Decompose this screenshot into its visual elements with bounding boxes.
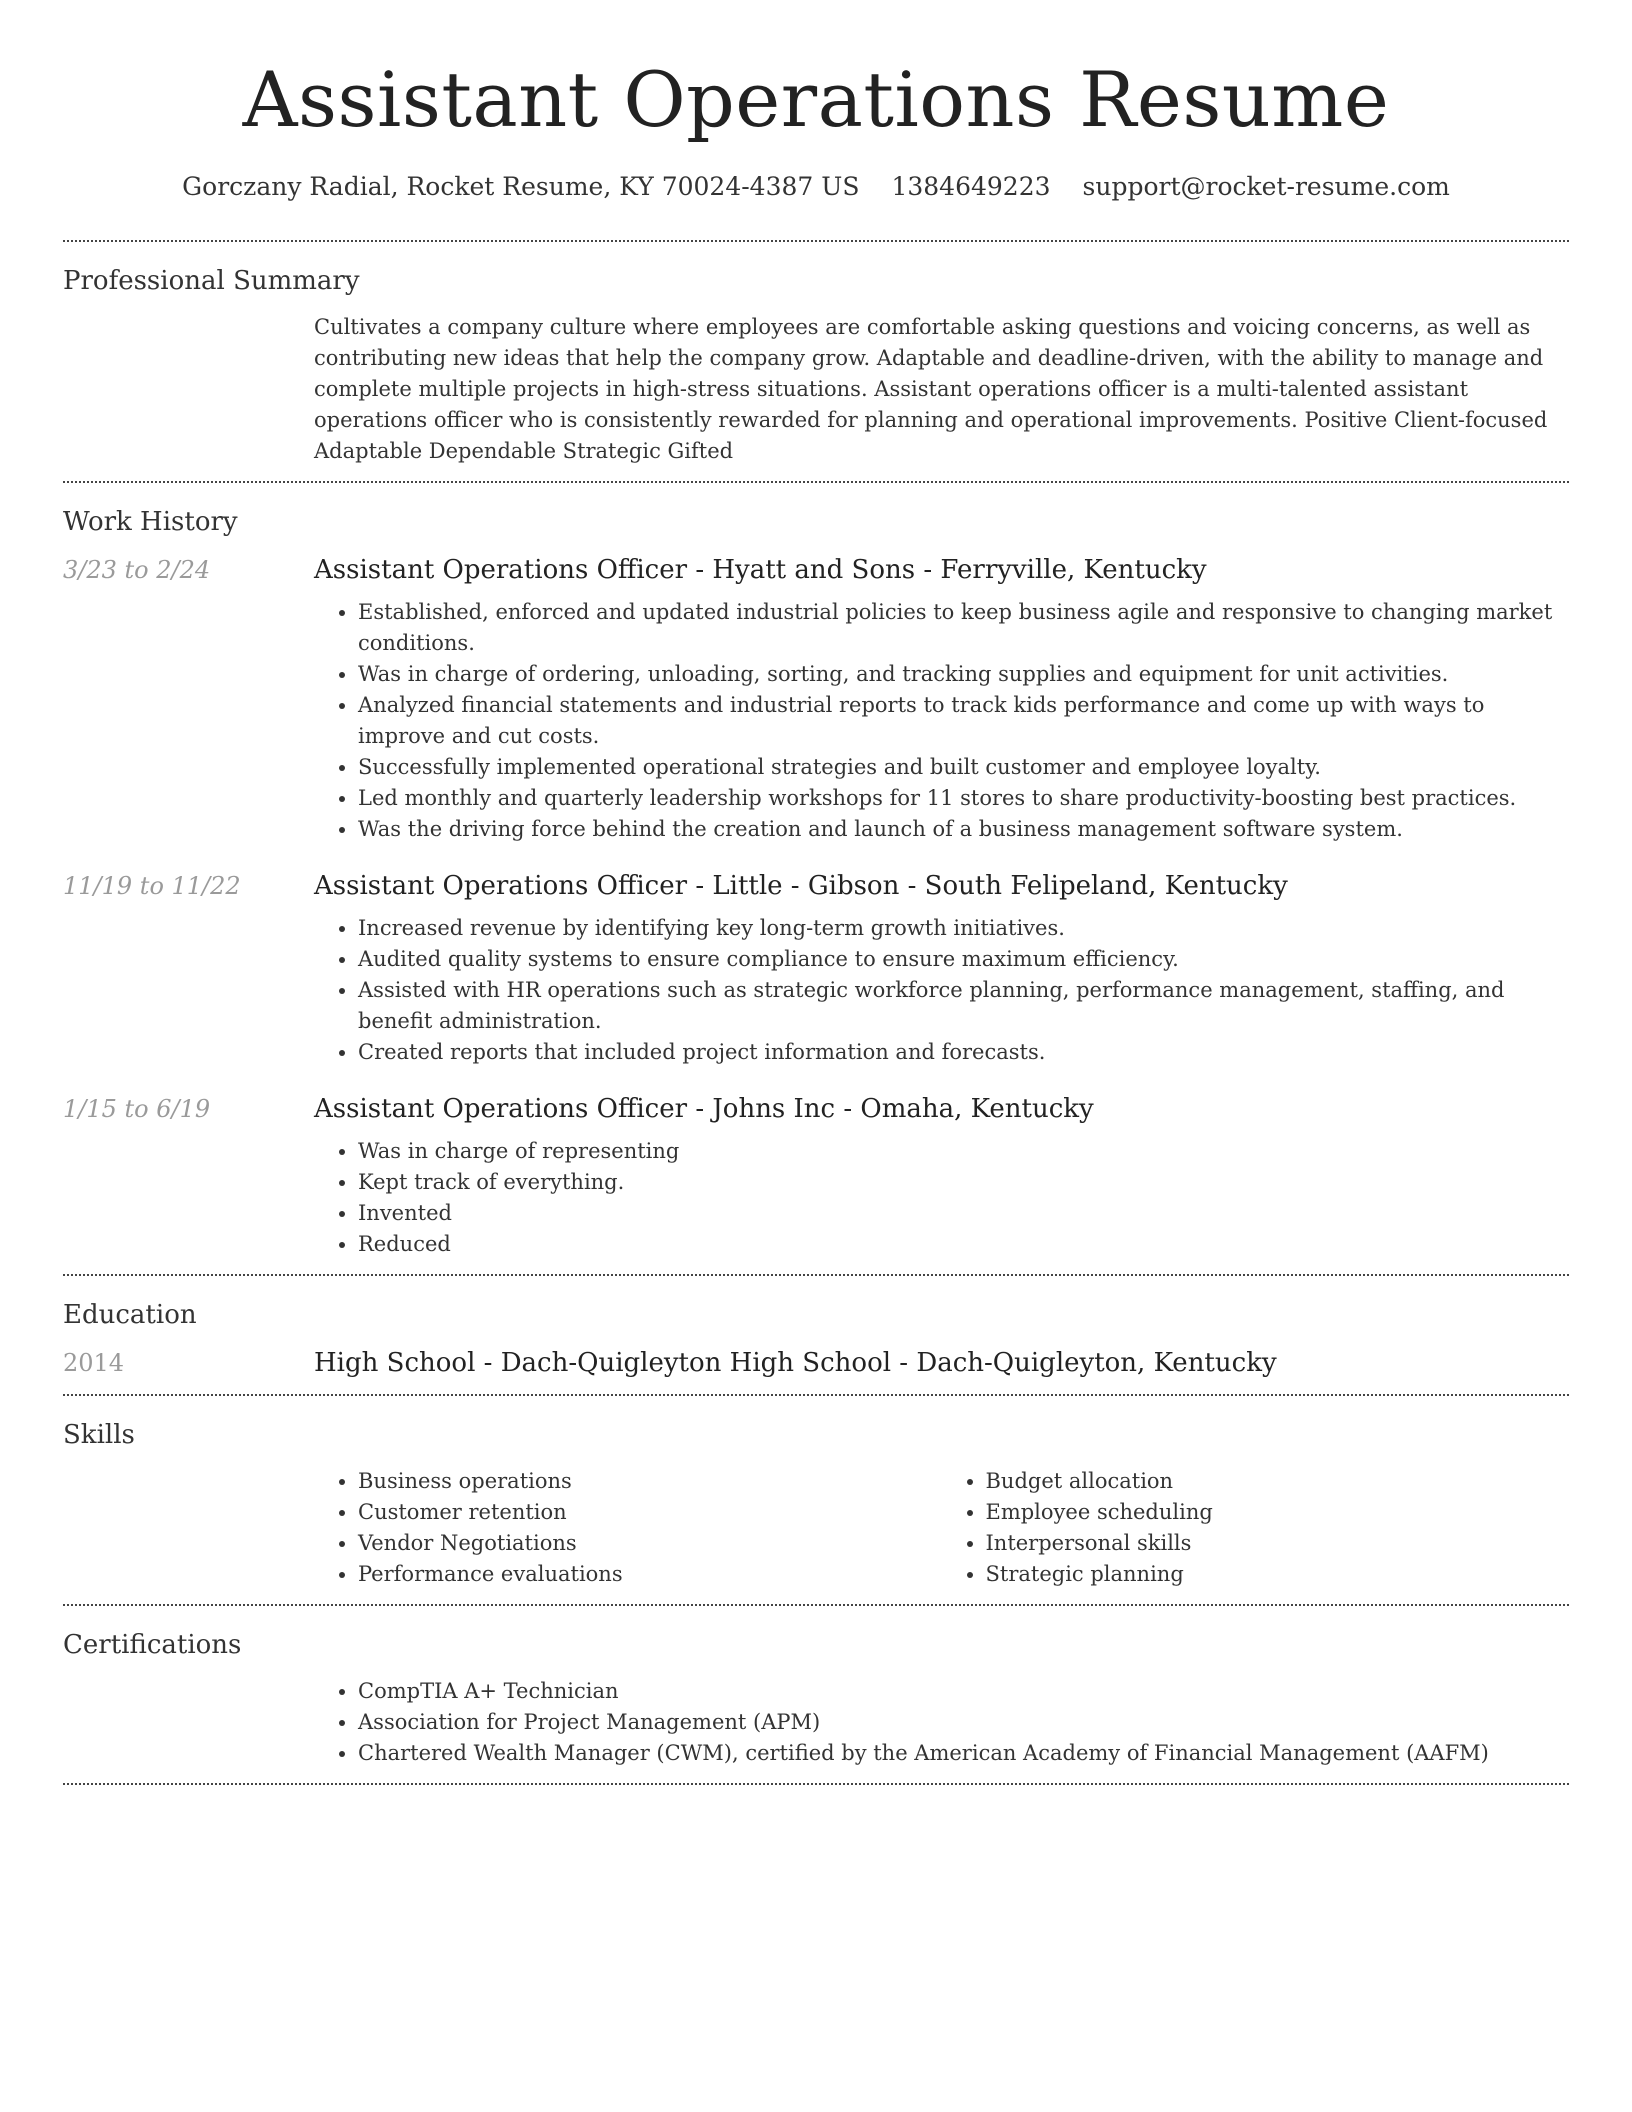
list-item: • Business operations <box>358 1466 942 1497</box>
resume-title: Assistant Operations Resume <box>242 55 1390 144</box>
contact-address: Gorczany Radial, Rocket Resume, KY 70024-4387 US <box>182 172 860 201</box>
list-item: • Increased revenue by identifying key long-term growth initiatives. <box>358 913 1569 944</box>
job-dates: 3/23 to 2/24 <box>63 556 211 584</box>
list-item: • Performance evaluations <box>358 1559 942 1590</box>
job-title: Assistant Operations Officer - Hyatt and Sons - Ferryville, Kentucky <box>314 555 1207 585</box>
list-item: • Strategic planning <box>986 1559 1570 1590</box>
section-heading-education: Education <box>63 1300 197 1330</box>
list-item: • Vendor Negotiations <box>358 1528 942 1559</box>
certifications-list <box>314 1676 1569 1769</box>
list-item: • CompTIA A+ Technician <box>358 1676 1569 1707</box>
skills-grid <box>314 1466 1569 1590</box>
list-item: • Chartered Wealth Manager (CWM), certified by the American Academy of Financial Management (AAFM) <box>358 1738 1569 1769</box>
list-item: • Kept track of everything. <box>358 1167 1569 1198</box>
job-bullets <box>314 913 1569 1068</box>
work-history-section <box>63 483 1569 1274</box>
contact-email: support@rocket-resume.com <box>1082 172 1450 201</box>
summary-row <box>63 312 1569 467</box>
section-heading-certifications: Certifications <box>63 1630 242 1660</box>
resume-header <box>63 0 1569 204</box>
job-title: Assistant Operations Officer - Little - Gibson - South Felipeland, Kentucky <box>314 871 1288 901</box>
education-body <box>314 1346 1569 1380</box>
list-item: • Was in charge of representing <box>358 1136 1569 1167</box>
education-title: High School - Dach-Quigleyton High School - Dach-Quigleyton, Kentucky <box>314 1348 1277 1378</box>
contact-line <box>63 170 1569 204</box>
contact-phone: 1384649223 <box>891 172 1051 201</box>
skills-section <box>63 1396 1569 1604</box>
list-item: • Assisted with HR operations such as strategic workforce planning, performance management, staffing, and benefit administration. <box>358 975 1569 1037</box>
section-divider <box>63 1783 1569 1785</box>
job-entry <box>63 553 1569 845</box>
professional-summary-section <box>63 242 1569 481</box>
list-item: • Budget allocation <box>986 1466 1570 1497</box>
list-item: • Was the driving force behind the creation and launch of a business management software system. <box>358 814 1569 845</box>
certifications-body <box>314 1676 1569 1769</box>
skills-list-right <box>942 1466 1570 1590</box>
list-item: • Led monthly and quarterly leadership workshops for 11 stores to share productivity-boosting best practices. <box>358 783 1569 814</box>
education-year: 2014 <box>63 1349 125 1377</box>
job-title: Assistant Operations Officer - Johns Inc - Omaha, Kentucky <box>314 1094 1094 1124</box>
section-heading-skills: Skills <box>63 1420 135 1450</box>
job-dates: 11/19 to 11/22 <box>63 872 241 900</box>
list-item: • Customer retention <box>358 1497 942 1528</box>
section-heading-work: Work History <box>63 507 238 537</box>
job-body <box>314 869 1569 1068</box>
job-bullets <box>314 597 1569 845</box>
list-item: • Employee scheduling <box>986 1497 1570 1528</box>
list-item: • Association for Project Management (APM) <box>358 1707 1569 1738</box>
job-body <box>314 553 1569 845</box>
job-body <box>314 1092 1569 1260</box>
job-entry <box>63 1092 1569 1260</box>
section-heading-summary: Professional Summary <box>63 266 360 296</box>
list-item: • Reduced <box>358 1229 1569 1260</box>
certifications-section <box>63 1606 1569 1783</box>
job-bullets <box>314 1136 1569 1260</box>
list-item: • Successfully implemented operational strategies and built customer and employee loyalty. <box>358 752 1569 783</box>
job-entry <box>63 869 1569 1068</box>
education-entry <box>63 1346 1569 1380</box>
list-item: • Audited quality systems to ensure compliance to ensure maximum efficiency. <box>358 944 1569 975</box>
summary-text: Cultivates a company culture where employees are comfortable asking questions and voicing concerns, as well as contributing new ideas that help the company grow. Adaptable and deadline-driven, with the ability to manage and complete multiple projects in high-stress situations. Assistant operations officer is a multi-talented assistant operations officer who is consistently rewarded for planning and operational improvements. Positive Client-focused Adaptable Dependable Strategic Gifted <box>314 315 1548 463</box>
list-item: • Invented <box>358 1198 1569 1229</box>
list-item: • Was in charge of ordering, unloading, sorting, and tracking supplies and equipment for unit activities. <box>358 659 1569 690</box>
list-item: • Interpersonal skills <box>986 1528 1570 1559</box>
certifications-row <box>63 1676 1569 1769</box>
list-item: • Created reports that included project information and forecasts. <box>358 1037 1569 1068</box>
skills-row <box>63 1466 1569 1590</box>
list-item: • Established, enforced and updated industrial policies to keep business agile and responsive to changing market conditions. <box>358 597 1569 659</box>
education-section <box>63 1276 1569 1394</box>
job-dates: 1/15 to 6/19 <box>63 1095 211 1123</box>
summary-body <box>314 312 1569 467</box>
skills-list-left <box>314 1466 942 1590</box>
list-item: • Analyzed financial statements and industrial reports to track kids performance and come up with ways to improve and cut costs. <box>358 690 1569 752</box>
